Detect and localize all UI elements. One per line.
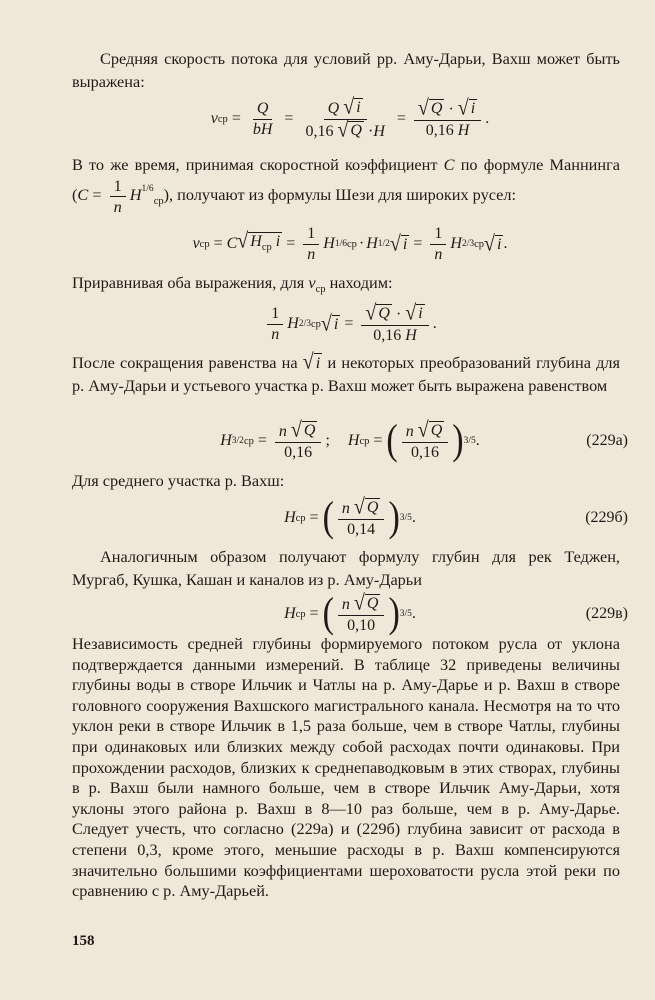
sqrt: √ Q xyxy=(365,300,390,325)
sqrt: √ $H_{ср}$ i xyxy=(237,232,282,257)
var-H: H xyxy=(284,509,296,526)
equation-number: (229в) xyxy=(585,605,628,622)
period: . xyxy=(503,235,508,252)
sqrt: √ i xyxy=(389,231,408,256)
formula-229b: H ср = ( n √ Q 0,14 ) 3/5 . (229б) xyxy=(284,494,628,541)
sub-cp: ср xyxy=(243,435,254,447)
fraction xyxy=(301,94,388,142)
sub-cp: ср xyxy=(315,284,326,295)
period: . xyxy=(411,605,416,622)
equation-number: (229б) xyxy=(585,509,628,526)
var-H: H xyxy=(347,432,360,449)
exp-1-6: 1/6 xyxy=(334,239,347,249)
var-n: n xyxy=(405,422,414,440)
period: . xyxy=(411,509,416,526)
fraction xyxy=(338,494,385,539)
var-H: H xyxy=(323,235,335,252)
eq-sign: = xyxy=(286,235,296,252)
sqrt: √ i xyxy=(457,95,476,120)
paragraph-text: Аналогичным образом получают формулу глубин для рек Теджен, Мургаб, Кушка, Кашан и каналов из р. Аму-Дарьи xyxy=(72,547,620,589)
var-H: H xyxy=(284,605,296,622)
formula-equated xyxy=(60,302,640,346)
sub-cp: ср xyxy=(261,241,272,253)
exp-1-6: 1/6 xyxy=(141,184,154,195)
paragraph-equating xyxy=(72,272,620,302)
paragraph-text: Независимость средней глубины формируемого потоком русла от уклона подтверждается данными измерений. В таблице 32 приведены величины глубины воды в створе Ильчик и Чатлы на р. Аму-Дарье и р. Вахш в створе головного сооружения Вахшского магистрального канала. Несмотря на то что уклон реки в створе Ильчик в 1,5 раза больше, чем в створе Чатлы, глубины при одинаковых или близких между собой расходах почти одинаковы. При прохождении расходов, близких к среднепаводковым в этих створах, глубины в р. Вахш были намного больше, чем в створе Ильчик Аму-Дарьи, хотя уклоны этого района р. Вахш в 8—10 раз больше, чем в р. Аму-Дарье. Следует учесть, что согласно (229а) и (229б) глубина зависит от расхода в степени 0,3, кроме этого, меньшие расходы в р. Вахш компенсируются значительно большими коэффициентами шероховатости русла этой реки по сравнению с р. Аму-Дарьей. xyxy=(72,634,620,901)
paragraph-text: по формуле Маннинга xyxy=(460,155,620,174)
sub-cp: ср xyxy=(153,196,164,208)
var-C: C xyxy=(77,185,89,205)
var-C: C xyxy=(226,235,238,252)
sqrt: √ i xyxy=(343,94,361,119)
var-i: i xyxy=(470,99,476,117)
var-H: H xyxy=(366,235,378,252)
exp-3-5: 3/5 xyxy=(399,609,412,619)
sub-cp: ср xyxy=(346,238,357,250)
paragraph-text: Приравнивая оба выражения, для xyxy=(72,273,305,292)
var-Q: Q xyxy=(303,421,316,439)
var-C: C xyxy=(443,155,455,174)
var-H: H xyxy=(450,235,462,252)
formula-mean-velocity xyxy=(60,96,640,142)
formula-229a: H 3/2 ср = n √ Q 0,16 ; H ср = ( n √ Q 0,16 ) 3/5 . (229а) xyxy=(220,417,628,464)
equation-number: (229а) xyxy=(586,432,628,449)
dot: · xyxy=(395,305,402,323)
var-Q: Q xyxy=(366,498,379,516)
var-H: H xyxy=(129,185,142,205)
const-014: 0,14 xyxy=(347,520,376,538)
paragraph-middle-section xyxy=(72,470,620,493)
var-v: v xyxy=(192,235,200,252)
sqrt: √ i xyxy=(405,300,423,325)
fraction: $\frac{1}{n}$ xyxy=(267,305,283,344)
dot: · xyxy=(358,235,365,252)
sub-cp: ср xyxy=(359,435,370,447)
eq-sign: = xyxy=(231,110,241,127)
const-016: 0,16 xyxy=(425,121,454,139)
var-n: n xyxy=(113,197,122,216)
fraction: $\frac{1}{n}$ xyxy=(430,225,446,264)
formula-229v: H ср = ( n √ Q 0,10 ) 3/5 . (229в) xyxy=(284,590,628,637)
dot: · xyxy=(367,122,374,140)
sqrt: √ i xyxy=(484,231,502,256)
var-b: b xyxy=(252,120,261,138)
semicolon: ; xyxy=(325,432,330,449)
var-H: H xyxy=(457,121,470,139)
exp-3-5: 3/5 xyxy=(399,513,412,523)
paragraph-independence xyxy=(72,634,620,902)
eq-sign: = xyxy=(257,432,267,449)
const-010: 0,10 xyxy=(347,616,376,634)
sqrt: √ Q xyxy=(417,95,443,120)
var-H: H xyxy=(260,120,273,138)
var-Q: Q xyxy=(256,99,269,117)
period: . xyxy=(475,432,480,449)
paragraph-text: Для среднего участка р. Вахш: xyxy=(72,471,285,490)
formula-chezy xyxy=(60,222,640,266)
exp-1-2: 1/2 xyxy=(377,239,390,249)
sub-cp: ср xyxy=(295,608,306,620)
var-n: n xyxy=(278,422,287,440)
sqrt: √ Q xyxy=(353,590,379,615)
const-016: 0,16 xyxy=(411,443,439,461)
paragraph-reduction xyxy=(72,349,620,398)
paragraph-text: , получают из формулы Шези для широких русел: xyxy=(169,185,517,205)
sqrt: √ Q xyxy=(417,417,443,442)
const-016: 0,16 xyxy=(373,326,402,344)
sqrt: √ i xyxy=(320,311,339,336)
var-H: H xyxy=(373,122,385,140)
sub-cp: ср xyxy=(474,238,484,250)
fraction: $\frac{1}{n}$ xyxy=(303,225,319,264)
var-i: i xyxy=(275,232,281,250)
inline-formula-manning: (C = $\frac{1}{n}$ $H^{1/6}_{ср}$) xyxy=(72,176,170,216)
eq-sign: = xyxy=(309,509,319,526)
exp-3-5: 3/5 xyxy=(463,436,476,446)
period: . xyxy=(485,110,490,127)
var-Q: Q xyxy=(378,304,390,322)
var-n: n xyxy=(434,245,443,263)
fraction: $\frac{1}{n}$ xyxy=(110,177,126,216)
var-H: H xyxy=(250,232,262,250)
var-Q: Q xyxy=(350,121,362,139)
paragraph-text: В то же время, принимая скоростной коэффициент xyxy=(72,155,438,174)
var-Q: Q xyxy=(430,99,443,117)
var-n: n xyxy=(341,499,350,517)
sub-cp: ср xyxy=(217,113,228,125)
fraction xyxy=(361,300,428,345)
exp-3-2: 3/2 xyxy=(231,436,244,446)
sub-cp: ср xyxy=(311,318,321,330)
var-H: H xyxy=(405,326,417,344)
var-H: H xyxy=(220,432,232,449)
paragraph-manning xyxy=(72,152,620,216)
eq-sign: = xyxy=(309,605,319,622)
paragraph-text: и некоторых преобразований глубина для р. Аму-Дарьи и устьевого участка р. Вахш может быть выражена равенством xyxy=(72,353,620,395)
const-016: 0,16 xyxy=(305,122,334,140)
var-n: n xyxy=(271,325,280,343)
sqrt: √ Q xyxy=(353,494,379,519)
var-v: v xyxy=(210,110,218,127)
exp-2-3: 2/3 xyxy=(298,319,311,329)
fraction xyxy=(414,95,481,140)
exp-2-3: 2/3 xyxy=(461,239,475,249)
sqrt: √ Q xyxy=(290,417,316,442)
var-i: i xyxy=(356,98,361,116)
fraction xyxy=(275,417,322,462)
var-i: i xyxy=(315,353,321,372)
paragraph-text: После сокращения равенства на xyxy=(72,353,298,372)
sub-cp: ср xyxy=(199,238,210,250)
dot: · xyxy=(448,100,454,118)
paragraph-text: Средняя скорость потока для условий рр. Аму-Дарьи, Вахш может быть выражена: xyxy=(72,49,620,91)
eq-sign: = xyxy=(413,235,423,252)
eq-sign: = xyxy=(284,110,294,127)
sqrt: √ i xyxy=(302,349,321,375)
var-i: i xyxy=(418,304,423,322)
eq-sign: = xyxy=(213,235,223,252)
period: . xyxy=(432,315,437,332)
var-v: v xyxy=(308,273,316,292)
eq-sign: = xyxy=(396,110,406,127)
page-number: 158 xyxy=(72,933,95,949)
paragraph-intro xyxy=(72,48,620,94)
eq-sign: = xyxy=(344,315,354,332)
fraction xyxy=(402,417,449,462)
var-i: i xyxy=(402,235,408,253)
fraction xyxy=(338,590,385,635)
var-n: n xyxy=(341,595,350,613)
sub-cp: ср xyxy=(295,512,306,524)
paragraph-other-rivers xyxy=(72,546,620,592)
eq-sign: = xyxy=(373,432,383,449)
var-i: i xyxy=(333,315,339,333)
var-i: i xyxy=(496,235,502,253)
var-H: H xyxy=(287,315,299,332)
sqrt: √ Q xyxy=(337,117,362,142)
var-Q: Q xyxy=(327,99,340,117)
var-n: n xyxy=(307,245,316,263)
fraction xyxy=(249,100,277,139)
const-016: 0,16 xyxy=(284,443,313,461)
var-Q: Q xyxy=(366,594,379,612)
eq-sign: = xyxy=(92,185,102,205)
var-Q: Q xyxy=(430,421,443,439)
paragraph-text: находим: xyxy=(329,273,393,292)
